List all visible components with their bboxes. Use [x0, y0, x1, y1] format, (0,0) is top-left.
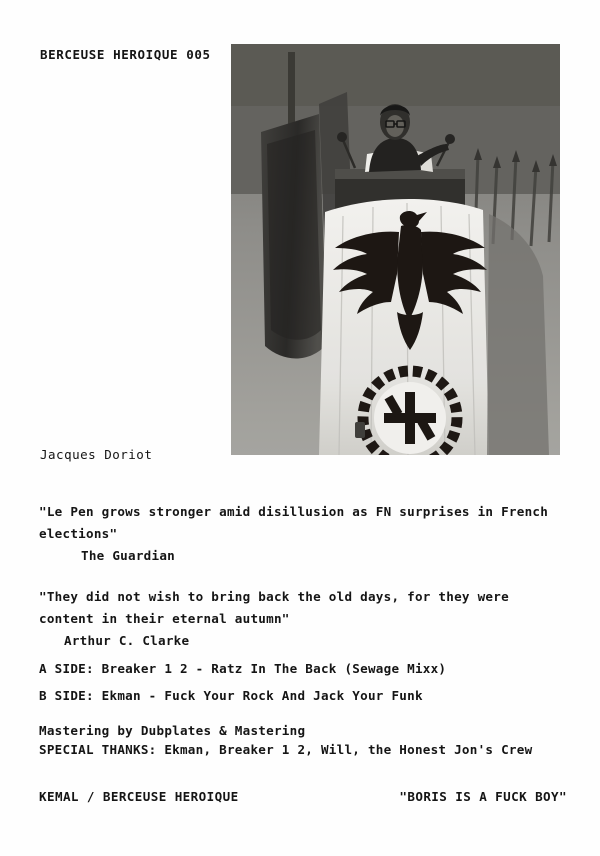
credits-section [39, 721, 564, 759]
photo-caption: Jacques Doriot [40, 447, 153, 462]
footer-label-left: KEMAL / BERCEUSE HEROIQUE [39, 789, 239, 804]
quotes-section [39, 501, 564, 652]
quote-text: "They did not wish to bring back the old days, for they were content in their eternal autumn" [39, 589, 509, 626]
tracklist [39, 655, 564, 709]
catalog-number: BERCEUSE HEROIQUE 005 [40, 47, 211, 62]
quote-attribution: Arthur C. Clarke [64, 633, 190, 648]
quote-block-1 [39, 501, 564, 567]
footer [39, 789, 567, 804]
mastering-credit: Mastering by Dubplates & Mastering [39, 723, 306, 738]
quote-attribution: The Guardian [81, 548, 175, 563]
quote-text: "Le Pen grows stronger amid disillusion as FN surprises in French elections" [39, 504, 549, 541]
special-thanks-credit: SPECIAL THANKS: Ekman, Breaker 1 2, Will, the Honest Jon's Crew [39, 742, 533, 757]
podium-speech-photograph [231, 44, 560, 455]
footer-label-right: "BORIS IS A FUCK BOY" [399, 789, 567, 804]
track-line-b-side: B SIDE: Ekman - Fuck Your Rock And Jack Your Funk [39, 688, 423, 703]
quote-block-2 [39, 586, 564, 652]
track-line-a-side: A SIDE: Breaker 1 2 - Ratz In The Back (Sewage Mixx) [39, 661, 447, 676]
